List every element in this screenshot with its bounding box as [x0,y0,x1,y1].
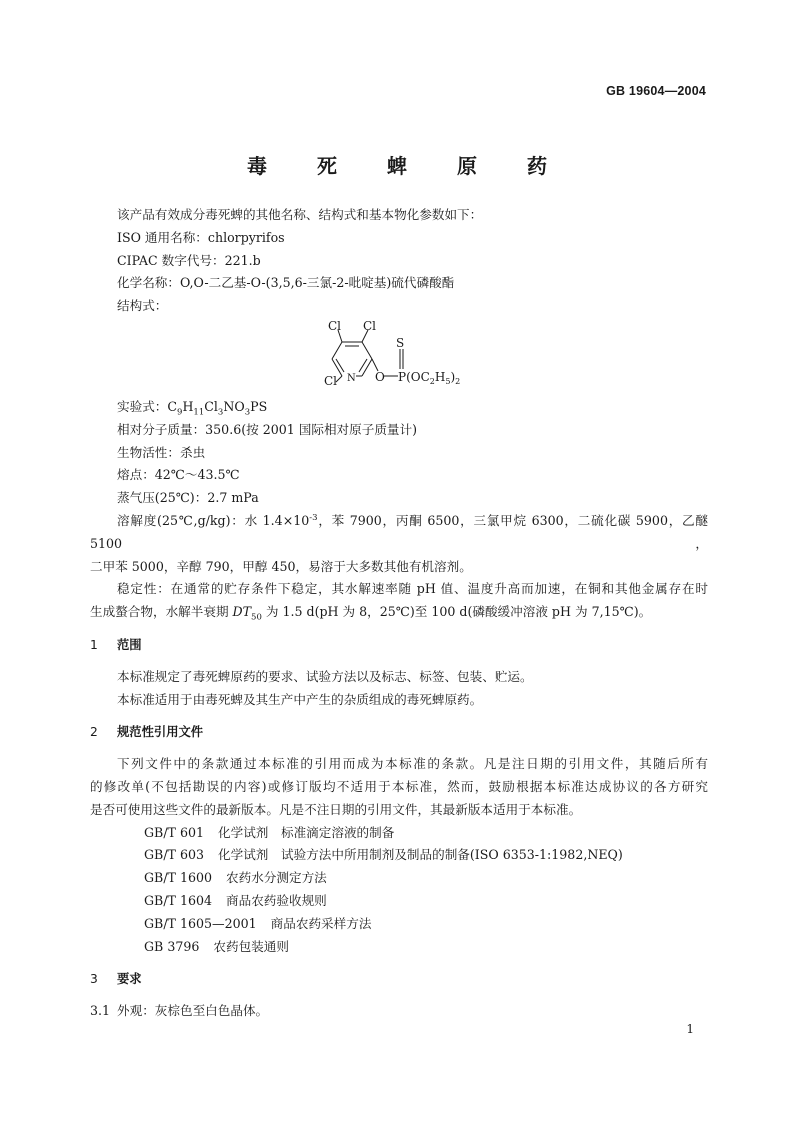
atom-cl: Cl [324,373,338,388]
solubility-part: ，苯 7900，丙酮 6500，三氯甲烷 6300，二硫化碳 5900，乙醚 5100， [90,512,708,551]
section-title: 范围 [117,637,142,652]
empirical-formula [90,396,708,419]
reference-title: 商品农药验收规则 [226,892,327,908]
structure-diagram [310,320,510,392]
reference-item [90,822,708,845]
section-number: 1 [90,637,98,652]
reference-item [90,913,708,936]
solubility-exponent: -3 [309,512,318,523]
structure-label: 结构式： [117,298,168,314]
stability-cont [90,601,708,624]
page-title [0,150,794,179]
reference-title: 农药水分测定方法 [226,870,327,886]
reference-code: GB/T 1600 [144,870,213,886]
atom-s: S [396,335,405,350]
title-char: 药 [527,154,547,178]
solubility [90,510,708,556]
atom-n: N [347,372,356,384]
group-sub: 2 [429,376,435,386]
solubility-part: 溶解度(25℃,g/kg)：水 1.4×10 [117,512,310,528]
structural-formula [90,320,708,392]
group-sub: 2 [455,376,461,386]
references-intro: 是否可使用这些文件的最新版本。凡是不注日期的引用文件，其最新版本适用于本标准。 [90,801,582,817]
formula-sub: 9 [177,407,183,418]
reference-item [90,844,708,867]
reference-item [90,890,708,913]
double-bond [336,359,344,372]
ring-bond [362,359,372,376]
section-title: 规范性引用文件 [117,725,204,740]
formula-sub: 3 [217,407,224,418]
reference-code: GB/T 1604 [144,892,213,908]
cipac-code: CIPAC 数字代号：221.b [117,252,261,268]
title-char: 死 [317,154,337,178]
reference-item [90,936,708,959]
reference-title: 商品农药采样方法 [270,915,372,931]
reference-code: GB/T 601 [144,824,204,840]
section-2-heading [90,721,708,744]
formula-part: Cl [204,398,218,414]
references-intro: 的修改单(不包括勘误的内容)或修订版均不适用于本标准，然而，鼓励根据本标准达成协议的各方研究 [90,778,708,794]
intro-line: 该产品有效成分毒死蜱的其他名称、结构式和基本物化参数如下： [117,207,483,222]
subsection-text: 外观：灰棕色至白色晶体。 [117,1003,269,1019]
scope-paragraph: 本标准规定了毒死蜱原药的要求、试验方法以及标志、标签、包装、贮运。 [117,668,533,684]
iso-name: ISO 通用名称：chlorpyrifos [117,229,285,245]
title-char: 蜱 [387,154,407,178]
group-suffix: ) [450,369,456,384]
half-life-symbol: DT [232,604,252,620]
scope-paragraph: 本标准适用于由毒死蜱及其生产中产生的杂质组成的毒死蜱原药。 [117,691,483,707]
half-life-sub: 50 [251,612,262,623]
group-prefix: P(OC [398,369,430,384]
bio-activity: 生物活性：杀虫 [117,444,206,460]
reference-code: GB/T 603 [144,847,204,863]
atom-cl: Cl [328,319,342,333]
formula-part: NO [223,398,245,414]
molecular-mass: 相对分子质量：350.6(按 2001 国际相对原子质量计) [117,421,418,437]
section-number: 3 [90,972,98,987]
standard-number: GB 19604—2004 [606,84,706,98]
subsection-number: 3.1 [90,1003,111,1019]
atom-cl: Cl [363,319,377,333]
page-number: 1 [686,1022,694,1036]
reference-code: GB/T 1605—2001 [144,915,257,931]
phosphoryl-group [398,370,460,386]
reference-title: 化学试剂 标准滴定溶液的制备 [218,824,395,840]
solubility-cont: 二甲苯 5000，辛醇 790，甲醇 450，易溶于大多数其他有机溶剂。 [90,558,472,574]
subsection-3-1 [90,1000,708,1023]
reference-item [90,867,708,890]
vapor-pressure: 蒸气压(25℃)：2.7 mPa [117,490,259,506]
ring-bond [362,342,372,359]
formula-sub: 11 [193,407,205,418]
reference-title: 农药包装通则 [213,938,289,954]
chemical-name: 化学名称：O,O-二乙基-O-(3,5,6-三氯-2-吡啶基)硫代磷酸酯 [117,275,455,291]
section-title: 要求 [117,972,142,987]
reference-title: 化学试剂 试验方法中所用制剂及制品的制备(ISO 6353-1:1982,NEQ) [218,847,623,863]
title-char: 毒 [247,154,267,178]
formula-label: 实验式： [117,398,168,414]
stability: 稳定性：在通常的贮存条件下稳定，其水解速率随 pH 值、温度升高而加速，在铜和其他金属存在时 [117,581,708,597]
group-sub: 5 [445,376,451,386]
references-intro: 下列文件中的条款通过本标准的引用而成为本标准的条款。凡是注日期的引用文件，其随后所有 [117,756,708,772]
section-number: 2 [90,725,98,740]
document-body [90,204,708,1023]
formula-part: C [167,398,178,414]
stability-part: 为 1.5 d(pH 为 8，25℃)至 100 d(磷酸缓冲溶液 pH 为 7,15℃)。 [261,604,652,620]
formula-sub: 3 [244,407,251,418]
group-mid: H [434,369,446,384]
ring-bond [332,342,342,359]
melting-point: 熔点：42℃～43.5℃ [117,467,240,483]
title-char: 原 [457,154,477,178]
section-1-heading [90,634,708,657]
reference-code: GB 3796 [144,938,200,954]
stability-part: 生成螯合物，水解半衰期 [90,604,233,620]
formula-part: PS [250,398,268,414]
formula-part: H [182,398,194,414]
atom-o: O [375,369,385,384]
section-3-heading [90,968,708,991]
